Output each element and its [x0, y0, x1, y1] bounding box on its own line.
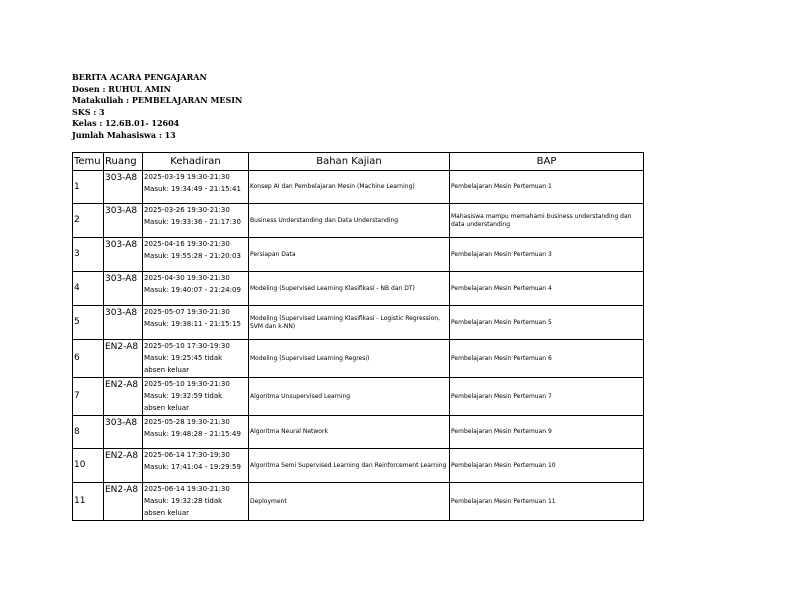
attendance-table — [72, 152, 644, 521]
table-row — [73, 204, 644, 238]
attendance-checkin: Masuk: 19:34:49 - 21:15:41 — [144, 185, 241, 193]
table-row — [73, 306, 644, 340]
table-body — [73, 171, 644, 521]
cell-bahan-kajian: Business Understanding dan Data Understanding — [249, 204, 450, 238]
table-row — [73, 238, 644, 272]
cell-bap: Pembelajaran Mesin Pertemuan 6 — [450, 340, 644, 378]
attendance-checkin: Masuk: 19:32:59 tidak — [144, 392, 223, 400]
attendance-note: absen keluar — [144, 366, 190, 374]
attendance-checkin: Masuk: 19:40:07 - 21:24:09 — [144, 286, 241, 294]
cell-kehadiran — [143, 483, 249, 521]
cell-temu: 6 — [73, 340, 104, 378]
attendance-checkin: Masuk: 19:25:45 tidak — [144, 354, 223, 362]
cell-bap: Pembelajaran Mesin Pertemuan 10 — [450, 449, 644, 483]
cell-bap: Mahasiswa mampu memahami business understanding dan data understanding — [450, 204, 644, 238]
cell-bap: Pembelajaran Mesin Pertemuan 5 — [450, 306, 644, 340]
attendance-checkin: Masuk: 19:32:28 tidak — [144, 497, 223, 505]
cell-ruang: 303-A8 — [104, 171, 143, 204]
cell-bap: Pembelajaran Mesin Pertemuan 1 — [450, 171, 644, 204]
cell-temu: 7 — [73, 378, 104, 416]
table-row — [73, 449, 644, 483]
table-row — [73, 340, 644, 378]
attendance-schedule: 2025-05-10 19:30-21:30 — [144, 380, 230, 388]
cell-ruang: 303-A8 — [104, 306, 143, 340]
table-header-row — [73, 153, 644, 171]
cell-bahan-kajian: Algoritma Unsupervised Learning — [249, 378, 450, 416]
cell-kehadiran — [143, 204, 249, 238]
table-row — [73, 416, 644, 449]
cell-bap: Pembelajaran Mesin Pertemuan 7 — [450, 378, 644, 416]
table-row — [73, 272, 644, 306]
document-header — [72, 72, 242, 142]
cell-ruang: EN2-A8 — [104, 378, 143, 416]
cell-temu: 2 — [73, 204, 104, 238]
attendance-schedule: 2025-03-26 19:30-21:30 — [144, 206, 230, 214]
cell-bahan-kajian: Konsep AI dan Pembelajaran Mesin (Machine Learning) — [249, 171, 450, 204]
attendance-note: absen keluar — [144, 404, 190, 412]
col-bap: BAP — [450, 153, 644, 171]
attendance-note: absen keluar — [144, 509, 190, 517]
cell-temu: 1 — [73, 171, 104, 204]
cell-bap: Pembelajaran Mesin Pertemuan 9 — [450, 416, 644, 449]
cell-bahan-kajian: Modeling (Supervised Learning Regresi) — [249, 340, 450, 378]
attendance-checkin: Masuk: 19:48:28 - 21:15:49 — [144, 430, 241, 438]
col-ruang: Ruang — [104, 153, 143, 171]
cell-temu: 11 — [73, 483, 104, 521]
cell-temu: 10 — [73, 449, 104, 483]
cell-bahan-kajian: Algoritma Semi Supervised Learning dan Reinforcement Learning — [249, 449, 450, 483]
cell-bap: Pembelajaran Mesin Pertemuan 4 — [450, 272, 644, 306]
document-title: BERITA ACARA PENGAJARAN — [72, 72, 207, 82]
attendance-schedule: 2025-03-19 19:30-21:30 — [144, 173, 230, 181]
cell-bahan-kajian: Algoritma Neural Network — [249, 416, 450, 449]
cell-ruang: 303-A8 — [104, 272, 143, 306]
students-line: Jumlah Mahasiswa : 13 — [72, 129, 176, 140]
cell-kehadiran — [143, 171, 249, 204]
cell-bahan-kajian: Modeling (Supervised Learning Klasifikasi - Logistic Regression, SVM dan k-NN) — [249, 306, 450, 340]
cell-kehadiran — [143, 272, 249, 306]
cell-bap: Pembelajaran Mesin Pertemuan 11 — [450, 483, 644, 521]
cell-kehadiran — [143, 306, 249, 340]
cell-ruang: EN2-A8 — [104, 340, 143, 378]
course-line: Matakuliah : PEMBELAJARAN MESIN — [72, 95, 243, 106]
cell-ruang: 303-A8 — [104, 416, 143, 449]
cell-ruang: EN2-A8 — [104, 449, 143, 483]
col-kehadiran: Kehadiran — [143, 153, 249, 171]
cell-bahan-kajian: Persiapan Data — [249, 238, 450, 272]
cell-temu: 8 — [73, 416, 104, 449]
cell-bahan-kajian: Deployment — [249, 483, 450, 521]
cell-ruang: EN2-A8 — [104, 483, 143, 521]
attendance-schedule: 2025-04-30 19:30-21:30 — [144, 274, 230, 282]
cell-kehadiran — [143, 449, 249, 483]
attendance-schedule: 2025-04-16 19:30-21:30 — [144, 240, 230, 248]
table-row — [73, 378, 644, 416]
attendance-schedule: 2025-06-14 17:30-19:30 — [144, 451, 230, 459]
lecturer-line: Dosen : RUHUL AMIN — [72, 83, 171, 94]
attendance-checkin: Masuk: 19:33:36 - 21:17:30 — [144, 218, 241, 226]
attendance-checkin: Masuk: 19:55:28 - 21:20:03 — [144, 252, 241, 260]
attendance-schedule: 2025-05-28 19:30-21:30 — [144, 418, 230, 426]
table-row — [73, 483, 644, 521]
attendance-checkin: Masuk: 19:38:11 - 21:15:15 — [144, 320, 241, 328]
attendance-schedule: 2025-05-10 17:30-19:30 — [144, 342, 230, 350]
table-row — [73, 171, 644, 204]
attendance-schedule: 2025-06-14 19:30-21:30 — [144, 485, 230, 493]
attendance-schedule: 2025-05-07 19:30-21:30 — [144, 308, 230, 316]
cell-bap: Pembelajaran Mesin Pertemuan 3 — [450, 238, 644, 272]
cell-kehadiran — [143, 238, 249, 272]
cell-kehadiran — [143, 378, 249, 416]
credits-line: SKS : 3 — [72, 106, 105, 117]
cell-bahan-kajian: Modeling (Supervised Learning Klasifikasi - NB dan DT) — [249, 272, 450, 306]
cell-kehadiran — [143, 416, 249, 449]
cell-temu: 5 — [73, 306, 104, 340]
attendance-checkin: Masuk: 17:41:04 - 19:29:59 — [144, 463, 241, 471]
col-bahan-kajian: Bahan Kajian — [249, 153, 450, 171]
cell-ruang: 303-A8 — [104, 204, 143, 238]
cell-temu: 3 — [73, 238, 104, 272]
cell-temu: 4 — [73, 272, 104, 306]
cell-ruang: 303-A8 — [104, 238, 143, 272]
cell-kehadiran — [143, 340, 249, 378]
class-line: Kelas : 12.6B.01- 12604 — [72, 118, 180, 129]
col-temu: Temu — [73, 153, 104, 171]
